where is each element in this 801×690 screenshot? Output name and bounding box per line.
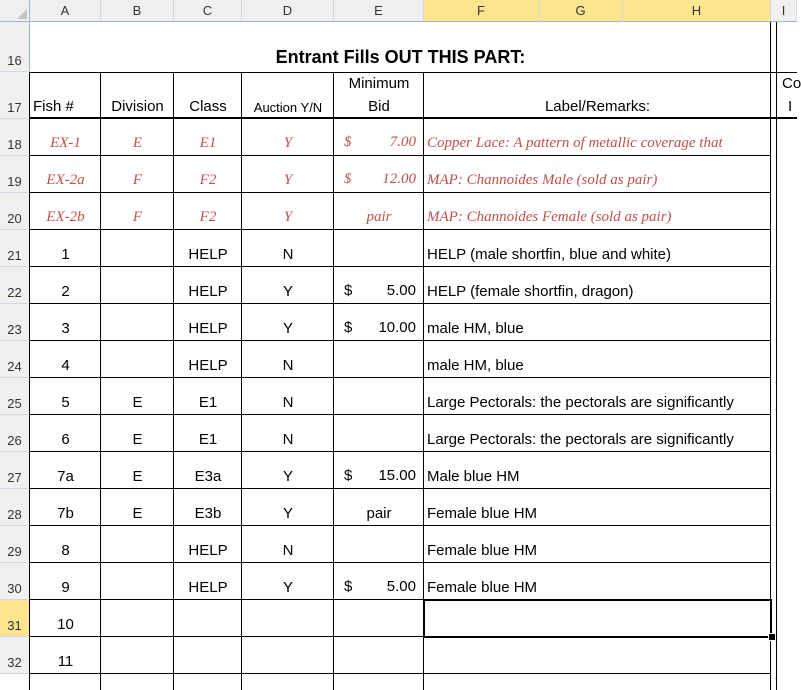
cell-minimum-bid[interactable]: [334, 378, 424, 415]
cell-label-remarks[interactable]: Female blue HM: [427, 579, 538, 596]
cell-bid-amount: 7.00: [389, 134, 416, 150]
cell-fish-number[interactable]: 3: [61, 320, 70, 337]
cell-class[interactable]: E3a: [194, 468, 222, 485]
cell-class[interactable]: HELP: [188, 357, 228, 374]
cell-auction[interactable]: Y: [282, 468, 293, 485]
row-header-28[interactable]: 28: [0, 489, 30, 526]
cell-bid-currency: $: [344, 282, 353, 299]
cell-label-remarks[interactable]: MAP: Channoides Female (sold as pair): [427, 209, 672, 225]
cell-fish-number[interactable]: 6: [61, 431, 70, 448]
cell-auction[interactable]: Y: [282, 320, 293, 337]
cell-auction[interactable]: Y: [283, 135, 293, 151]
header-minimum-bid-line2: Bid: [368, 98, 390, 115]
cell-auction[interactable]: N: [282, 542, 294, 559]
grid-vertical-line: [100, 72, 101, 690]
row-header-19[interactable]: 19: [0, 156, 30, 193]
cell-minimum-bid[interactable]: [334, 341, 424, 378]
grid-horizontal-line: [30, 562, 771, 563]
cell-minimum-bid[interactable]: [334, 230, 424, 267]
grid-horizontal-line: [30, 673, 771, 674]
column-header-B[interactable]: B: [101, 0, 174, 22]
select-all-corner[interactable]: [0, 0, 30, 22]
cell-fish-number[interactable]: EX-2b: [46, 209, 85, 225]
row-header-31[interactable]: 31: [0, 600, 30, 637]
cell-class[interactable]: F2: [199, 172, 217, 188]
cell-division[interactable]: [101, 267, 174, 304]
cell-label-remarks[interactable]: Large Pectorals: the pectorals are significantly: [427, 394, 734, 411]
cell-class[interactable]: HELP: [188, 320, 228, 337]
cell-division[interactable]: E: [132, 394, 143, 411]
cell-bid-currency: $: [344, 319, 353, 336]
cell-class[interactable]: HELP: [188, 283, 228, 300]
column-header-I[interactable]: I: [771, 0, 797, 22]
grid-horizontal-line: [30, 117, 797, 119]
cell-fish-number[interactable]: EX-1: [50, 135, 81, 151]
cell-division[interactable]: E: [132, 505, 143, 522]
column-header-C[interactable]: C: [174, 0, 242, 22]
cell-fish-number[interactable]: 5: [61, 394, 70, 411]
header-label-remarks: Label/Remarks:: [544, 98, 651, 115]
row-header-20[interactable]: 20: [0, 193, 30, 230]
header-fish-number: Fish #: [33, 98, 74, 115]
cell-minimum-bid[interactable]: [334, 415, 424, 452]
cell-label-remarks[interactable]: [424, 637, 771, 674]
row-header-23[interactable]: 23: [0, 304, 30, 341]
cell-label-remarks[interactable]: Female blue HM: [427, 542, 538, 559]
grid-vertical-line: [29, 72, 30, 690]
cell-fish-number[interactable]: 4: [61, 357, 70, 374]
cell-label-remarks[interactable]: HELP (female shortfin, dragon): [427, 283, 634, 300]
fill-handle[interactable]: [768, 633, 776, 641]
cell-bid-currency: $: [344, 134, 352, 150]
cell-division[interactable]: E: [132, 135, 143, 151]
grid-vertical-line: [333, 72, 334, 690]
row-header-29[interactable]: 29: [0, 526, 30, 563]
grid-vertical-line: [173, 72, 174, 690]
grid-horizontal-line: [30, 155, 771, 156]
cell-fish-number[interactable]: EX-2a: [46, 172, 85, 188]
cell-fish-number[interactable]: 7a: [57, 468, 74, 485]
grid-horizontal-line: [30, 266, 771, 267]
cell-division[interactable]: E: [132, 431, 143, 448]
cell-bid-amount: 5.00: [386, 578, 416, 595]
cell-division[interactable]: [101, 563, 174, 600]
cell-minimum-bid[interactable]: [334, 526, 424, 563]
grid-horizontal-line: [30, 340, 771, 341]
grid-horizontal-line: [30, 72, 797, 73]
row-header-32[interactable]: 32: [0, 637, 30, 674]
grid-horizontal-line: [30, 377, 771, 378]
cell-bid-amount: 15.00: [378, 467, 416, 484]
cell-label-remarks[interactable]: HELP (male shortfin, blue and white): [427, 246, 672, 263]
column-header-E[interactable]: E: [334, 0, 424, 22]
grid-vertical-line: [241, 72, 242, 690]
column-header-G[interactable]: G: [539, 0, 623, 22]
cell-label-remarks[interactable]: MAP: Channoides Male (sold as pair): [427, 172, 658, 188]
cell-division[interactable]: F: [132, 172, 143, 188]
cell-bid-currency: $: [344, 171, 352, 187]
row-header-26[interactable]: 26: [0, 415, 30, 452]
cell-fish-number[interactable]: 8: [61, 542, 70, 559]
cell-auction[interactable]: [242, 637, 334, 674]
cell-class[interactable]: HELP: [188, 542, 228, 559]
cell-bid-amount: pair: [366, 505, 392, 522]
grid-horizontal-line: [30, 229, 771, 230]
header-auction: Auction Y/N: [253, 100, 323, 115]
cell-division[interactable]: [101, 637, 174, 674]
cell-fish-number[interactable]: 11: [57, 653, 74, 670]
cell-label-remarks[interactable]: Large Pectorals: the pectorals are significantly: [427, 431, 734, 448]
grid-horizontal-line: [30, 414, 771, 415]
cell-division[interactable]: [101, 304, 174, 341]
grid-horizontal-line: [30, 303, 771, 304]
active-cell-selection[interactable]: [423, 599, 772, 638]
cell-auction[interactable]: Y: [283, 172, 293, 188]
cell-auction[interactable]: Y: [283, 209, 293, 225]
row-header-22[interactable]: 22: [0, 267, 30, 304]
cell-division[interactable]: [101, 341, 174, 378]
cell-minimum-bid[interactable]: [334, 600, 424, 637]
cell-bid-amount: 5.00: [386, 282, 416, 299]
cell-division[interactable]: E: [132, 468, 143, 485]
grid-vertical-line: [423, 72, 424, 690]
column-header-F[interactable]: F: [424, 0, 539, 22]
cell-label-remarks[interactable]: Female blue HM: [427, 505, 538, 522]
column-header-A[interactable]: A: [30, 0, 101, 22]
row-header-21[interactable]: 21: [0, 230, 30, 267]
header-cut-off-line1: Co: [782, 75, 801, 92]
row-header-18[interactable]: 18: [0, 119, 30, 156]
row-header-24[interactable]: 24: [0, 341, 30, 378]
cell-division[interactable]: [101, 230, 174, 267]
grid-horizontal-line: [30, 451, 771, 452]
row-header-16[interactable]: 16: [0, 22, 30, 72]
cell-bid-currency: $: [344, 578, 353, 595]
cell-class[interactable]: E1: [198, 394, 218, 411]
cell-auction[interactable]: N: [282, 394, 294, 411]
cell-class[interactable]: E1: [199, 135, 217, 151]
grid-vertical-line: [770, 22, 771, 690]
header-class: Class: [189, 98, 227, 115]
cell-minimum-bid[interactable]: [334, 637, 424, 674]
cell-auction[interactable]: Y: [282, 579, 293, 596]
row-header-30[interactable]: 30: [0, 563, 30, 600]
cell-fish-number[interactable]: 2: [61, 283, 70, 300]
header-cut-off-line2: I: [788, 98, 793, 115]
cell-bid-amount: pair: [366, 209, 392, 225]
cell-fish-number[interactable]: 7b: [57, 505, 74, 522]
cell-auction[interactable]: Y: [282, 283, 293, 300]
row-header-25[interactable]: 25: [0, 378, 30, 415]
cell-bid-currency: $: [344, 467, 353, 484]
cell-fish-number[interactable]: 9: [61, 579, 70, 596]
cell-auction[interactable]: N: [282, 357, 294, 374]
grid-horizontal-line: [30, 192, 771, 193]
column-header-H[interactable]: H: [623, 0, 771, 22]
row-header-27[interactable]: 27: [0, 452, 30, 489]
grid-horizontal-line: [30, 525, 771, 526]
grid-vertical-line: [776, 22, 777, 690]
cell-label-remarks[interactable]: male HM, blue: [427, 357, 524, 374]
header-division: Division: [111, 98, 164, 115]
cell-class[interactable]: E3b: [194, 505, 222, 522]
cell-label-remarks[interactable]: Male blue HM: [427, 468, 520, 485]
cell-auction[interactable]: Y: [282, 505, 293, 522]
cell-bid-amount: 10.00: [378, 319, 416, 336]
cell-division[interactable]: [101, 526, 174, 563]
cell-class[interactable]: [174, 600, 242, 637]
row-header-17[interactable]: 17: [0, 72, 30, 119]
cell-label-remarks[interactable]: Copper Lace: A pattern of metallic coverage that: [427, 135, 723, 151]
cell-class[interactable]: HELP: [188, 246, 228, 263]
sheet-title: Entrant Fills OUT THIS PART:: [275, 47, 526, 67]
cell-fish-number[interactable]: 1: [61, 246, 70, 263]
header-minimum-bid-line1: Minimum: [348, 75, 410, 92]
grid-horizontal-line: [30, 488, 771, 489]
cell-division[interactable]: [101, 600, 174, 637]
cell-class[interactable]: [174, 637, 242, 674]
cell-class[interactable]: E1: [198, 431, 218, 448]
cell-division[interactable]: F: [132, 209, 143, 225]
cell-bid-amount: 12.00: [382, 171, 416, 187]
cell-auction[interactable]: [242, 600, 334, 637]
cell-class[interactable]: HELP: [188, 579, 228, 596]
cell-label-remarks[interactable]: male HM, blue: [427, 320, 524, 337]
cell-auction[interactable]: N: [282, 246, 294, 263]
cell-fish-number[interactable]: 10: [57, 616, 74, 633]
column-header-D[interactable]: D: [242, 0, 334, 22]
cell-class[interactable]: F2: [199, 209, 217, 225]
cell-auction[interactable]: N: [282, 431, 294, 448]
